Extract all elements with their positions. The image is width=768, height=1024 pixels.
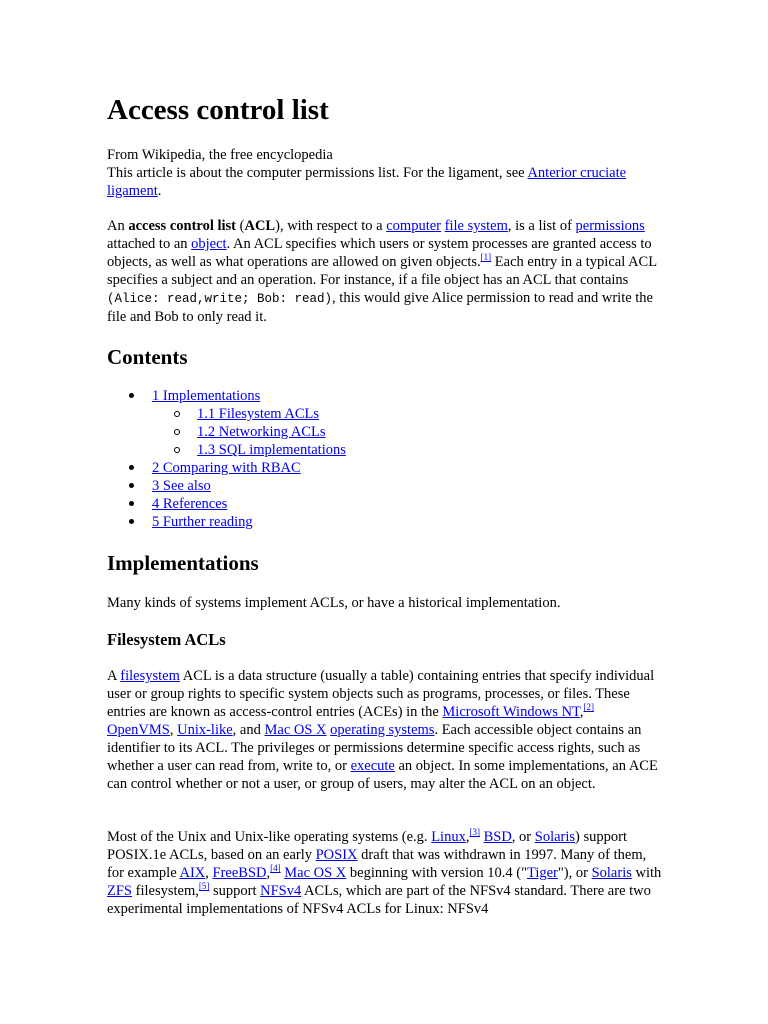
link-computer[interactable]: computer bbox=[386, 218, 442, 234]
circle-bullet-icon bbox=[174, 429, 180, 435]
link-posix[interactable]: POSIX bbox=[315, 847, 358, 863]
ref-5[interactable]: [5] bbox=[198, 881, 210, 892]
bullet-icon bbox=[129, 393, 134, 398]
link-execute[interactable]: execute bbox=[350, 758, 395, 774]
toc-link-networking-acls[interactable]: 1.2 Networking ACLs bbox=[197, 424, 326, 440]
link-tiger[interactable]: Tiger bbox=[527, 865, 558, 881]
link-zfs[interactable]: ZFS bbox=[107, 883, 132, 899]
hatnote: This article is about the computer permissions list. For the ligament, see Anterior cruciate ligament. bbox=[107, 165, 627, 199]
table-of-contents bbox=[107, 387, 346, 531]
ref-2[interactable]: [2] bbox=[583, 702, 594, 713]
filesystem-acls-paragraph-2: Most of the Unix and Unix-like operating systems (e.g. Linux,[3] BSD, or Solaris) support POSIX.1e ACLs, based on an early POSIX draft that was withdrawn in 1997. Many of them, for example AIX, FreeBSD,[4] Mac OS X beginning with version 10.4 ("Tiger"), or Solaris with ZFS filesystem,[5] support NFSv4 ACLs, which are part of the NFSv4 standard. There are two experimental implementations of NFSv4 ACLs for Linux: NFSv4 bbox=[107, 827, 662, 917]
circle-bullet-icon bbox=[174, 447, 180, 453]
toc-link-implementations[interactable]: 1 Implementations bbox=[152, 388, 261, 404]
page-title: Access control list bbox=[107, 94, 329, 126]
toc-item bbox=[107, 495, 346, 513]
link-filesystem[interactable]: filesystem bbox=[120, 668, 180, 684]
link-mac-os-x-2[interactable]: Mac OS X bbox=[284, 865, 347, 881]
link-openvms[interactable]: OpenVMS bbox=[107, 722, 170, 738]
link-unix-like[interactable]: Unix-like bbox=[177, 722, 233, 738]
toc-item bbox=[107, 441, 346, 459]
ref-3[interactable]: [3] bbox=[469, 827, 480, 838]
link-microsoft-windows-nt[interactable]: Microsoft Windows NT bbox=[442, 704, 580, 720]
implementations-paragraph: Many kinds of systems implement ACLs, or have a historical implementation. bbox=[107, 595, 561, 611]
link-object[interactable]: object bbox=[191, 236, 227, 252]
toc-item bbox=[107, 405, 346, 423]
toc-item bbox=[107, 459, 346, 477]
bullet-icon bbox=[129, 483, 134, 488]
toc-link-comparing-with-rbac[interactable]: 2 Comparing with RBAC bbox=[152, 460, 301, 476]
link-nfsv4[interactable]: NFSv4 bbox=[260, 883, 302, 899]
link-aix[interactable]: AIX bbox=[179, 865, 206, 881]
link-linux[interactable]: Linux bbox=[431, 829, 466, 845]
link-mac-os-x[interactable]: Mac OS X bbox=[264, 722, 327, 738]
contents-heading: Contents bbox=[107, 345, 188, 369]
toc-item bbox=[107, 423, 346, 441]
toc-item bbox=[107, 477, 346, 495]
toc-link-further-reading[interactable]: 5 Further reading bbox=[152, 514, 253, 530]
article-header bbox=[107, 146, 663, 200]
toc-link-filesystem-acls[interactable]: 1.1 Filesystem ACLs bbox=[197, 406, 320, 422]
link-anterior-cruciate-ligament[interactable]: Anterior cruciate ligament bbox=[107, 165, 627, 199]
link-solaris[interactable]: Solaris bbox=[534, 829, 576, 845]
link-freebsd[interactable]: FreeBSD bbox=[212, 865, 267, 881]
link-permissions[interactable]: permissions bbox=[575, 218, 645, 234]
tagline: From Wikipedia, the free encyclopedia bbox=[107, 147, 333, 163]
link-bsd[interactable]: BSD bbox=[483, 829, 512, 845]
toc-link-references[interactable]: 4 References bbox=[152, 496, 228, 512]
link-solaris-2[interactable]: Solaris bbox=[591, 865, 632, 881]
filesystem-acls-heading: Filesystem ACLs bbox=[107, 630, 226, 649]
intro-paragraph: An access control list (ACL), with respect to a computer file system, is a list of permissions attached to an object. An ACL specifies which users or system processes are granted access to objects, as well as what operations are allowed on given objects.[1] Each entry in a typical ACL specifies a subject and an operation. For instance, if a file object has an ACL that contains (Alice: read,write; Bob: read), this would give Alice permission to read and write the file and Bob to only read it. bbox=[107, 218, 657, 325]
bullet-icon bbox=[129, 501, 134, 506]
link-operating-systems[interactable]: operating systems bbox=[330, 722, 435, 738]
toc-item bbox=[107, 387, 346, 405]
link-file-system[interactable]: file system bbox=[444, 218, 508, 234]
term-acl: access control list bbox=[128, 218, 237, 234]
circle-bullet-icon bbox=[174, 411, 180, 417]
ref-1[interactable]: [1] bbox=[480, 252, 492, 263]
bullet-icon bbox=[129, 519, 134, 524]
acl-example-code: (Alice: read,write; Bob: read) bbox=[107, 292, 333, 306]
term-acl-abbr: ACL bbox=[244, 218, 276, 234]
toc-item bbox=[107, 513, 346, 531]
toc-link-see-also[interactable]: 3 See also bbox=[152, 478, 211, 494]
implementations-heading: Implementations bbox=[107, 551, 259, 575]
ref-4[interactable]: [4] bbox=[270, 863, 281, 874]
toc-link-sql-implementations[interactable]: 1.3 SQL implementations bbox=[197, 442, 346, 458]
bullet-icon bbox=[129, 465, 134, 470]
filesystem-acls-paragraph-1: A filesystem ACL is a data structure (usually a table) containing entries that specify individual user or group rights to specific system objects such as programs, processes, or files. These entries are known as access-control entries (ACEs) in the Microsoft Windows NT,[2] OpenVMS, Unix-like, and Mac OS X operating systems. Each accessible object contains an identifier to its ACL. The privileges or permissions determine specific access rights, such as whether a user can read from, write to, or execute an object. In some implementations, an ACE can control whether or not a user, or group of users, may alter the ACL on an object. bbox=[107, 668, 658, 792]
